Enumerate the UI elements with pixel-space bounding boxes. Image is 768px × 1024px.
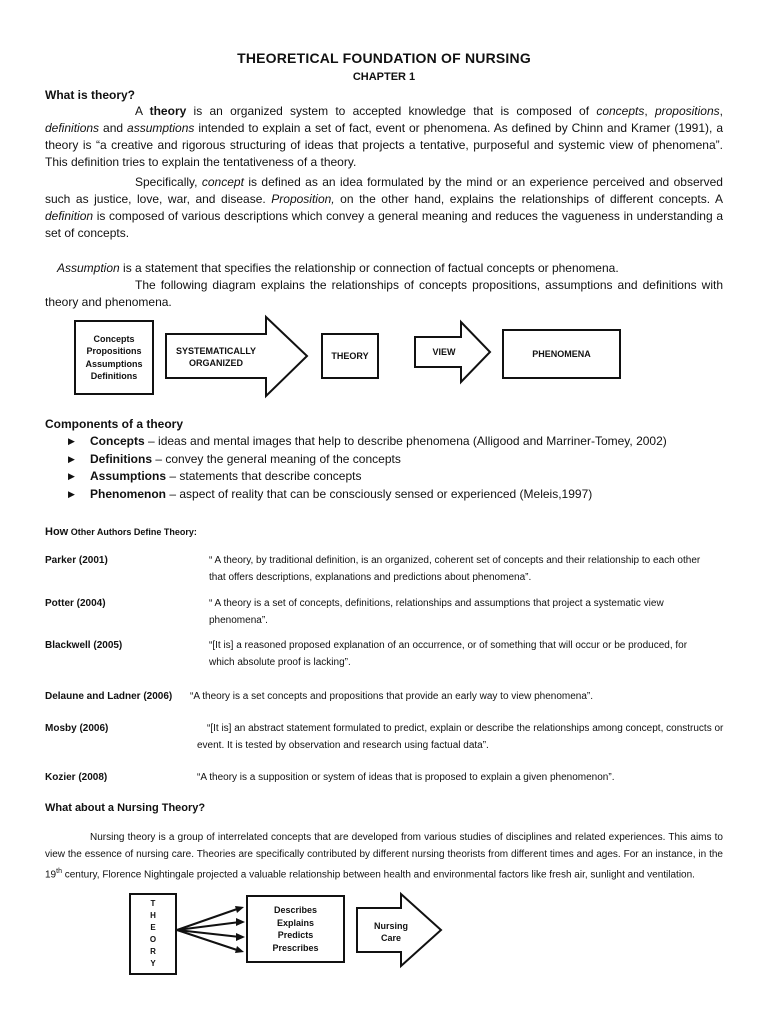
describes-box: Describes Explains Predicts Prescribes <box>246 895 345 963</box>
chapter-label: CHAPTER 1 <box>352 71 416 83</box>
theory-vertical-box: T H E O R Y <box>129 893 177 975</box>
box-item-definitions: Definitions <box>90 371 138 381</box>
author-quote: “A theory is a set concepts and propositions that provide an early way to view phenomena”. <box>190 691 594 702</box>
author-name: Delaune and Ladner (2006) <box>45 691 173 702</box>
bullet-triangle-icon: ▶ <box>68 453 75 464</box>
page-title: THEORETICAL FOUNDATION OF NURSING <box>237 50 531 66</box>
theory-paragraph-4: The following diagram explains the relationships of concepts propositions, assumptions and definitions with theory and phenomena. <box>45 278 723 309</box>
theory-box: THEORY <box>321 333 379 379</box>
phenomena-box: PHENOMENA <box>502 329 621 379</box>
author-quote: “[It is] a reasoned proposed explanation of an occurrence, or of something that will occur or be produced, for which absolute proof is lacking”. <box>209 640 688 668</box>
author-name: Blackwell (2005) <box>45 640 123 651</box>
author-quote: “A theory is a supposition or system of ideas that is proposed to explain a given phenomenon”. <box>197 772 615 783</box>
box-item-concepts: Concepts <box>93 333 135 344</box>
author-name: Mosby (2006) <box>45 723 109 734</box>
systematically-organized-label: SYSTEMATICALLY ORGANIZED <box>175 346 256 368</box>
view-label: VIEW <box>432 347 456 357</box>
list-item: ▶ Assumptions – statements that describe concepts <box>68 468 758 486</box>
components-heading: Components of a theory <box>45 417 184 431</box>
what-is-theory-heading: What is theory? <box>45 88 136 102</box>
author-quote: “[It is] an abstract statement formulated to predict, explain or describe the relationships among concept, constructs or event. It is tested by observation and research using factual data”. <box>197 723 724 751</box>
box-item-propositions: Propositions <box>86 346 142 356</box>
theory-paragraph-1: A theory is an organized system to accepted knowledge that is composed of concepts, propositions, definitions and assumptions intended to explain a set of fact, event or phenomena. As defined by Chinn and Kramer (1991), a theory is “a creative and rigorous structuring of ideas that projects a tentative, purposeful and systemic view of phenomena”. This definition tries to explain the tentativeness of a theory. <box>45 104 724 169</box>
bullet-triangle-icon: ▶ <box>68 471 75 481</box>
box-item-assumptions: Assumptions <box>85 358 143 369</box>
theory-paragraph-3: Assumption is a statement that specifies the relationship or connection of factual concepts or phenomena. <box>57 261 619 275</box>
author-name: Parker (2001) <box>45 555 108 566</box>
components-list <box>68 433 758 503</box>
author-name: Potter (2004) <box>45 598 106 609</box>
theory-paragraph-2: Specifically, concept is defined as an idea formulated by the mind or an experience perceived and observed such as justice, love, war, and disease. Proposition, on the other hand, explains the relationships of different concepts. A definition is composed of various descriptions which convey a general meaning and reduces the vagueness in understanding a set of concepts. <box>45 175 723 240</box>
list-item: ▶ Definitions – convey the general meaning of the concepts <box>68 451 758 469</box>
author-name: Kozier (2008) <box>45 772 108 783</box>
theory-to-box-arrows <box>177 906 245 953</box>
authors-heading: How Other Authors Define Theory: <box>45 526 197 538</box>
nursing-theory-paragraph: Nursing theory is a group of interrelated concepts that are developed from various studies of disciplines and related experiences. This aims to view the essence of nursing care. Theories are specifically contributed by different nursing theorists from different times and ages. For an instance, in the 19th century, Florence Nightingale projected a valuable relationship between health and environmental factors like fresh air, sunlight and ventilation. <box>45 832 723 881</box>
list-item: ▶ Phenomenon – aspect of reality that can be consciously sensed or experienced (Meleis,1997) <box>68 486 758 504</box>
author-quote: “ A theory, by traditional definition, is an organized, coherent set of concepts and their relationship to each other that offers descriptions, explanations and predictions about phenomena”. <box>209 555 701 583</box>
list-item: ▶ Concepts – ideas and mental images that help to describe phenomena (Alligood and Marriner-Tomey, 2002) <box>68 433 758 451</box>
concepts-box <box>74 320 154 395</box>
nursing-care-label: Nursing Care <box>373 921 408 943</box>
bullet-triangle-icon: ▶ <box>68 436 75 446</box>
author-quote: “ A theory is a set of concepts, definitions, relationships and assumptions that project a systematic view phenomena”. <box>209 598 664 626</box>
bullet-triangle-icon: ▶ <box>68 488 75 499</box>
nursing-theory-heading: What about a Nursing Theory? <box>45 802 206 814</box>
